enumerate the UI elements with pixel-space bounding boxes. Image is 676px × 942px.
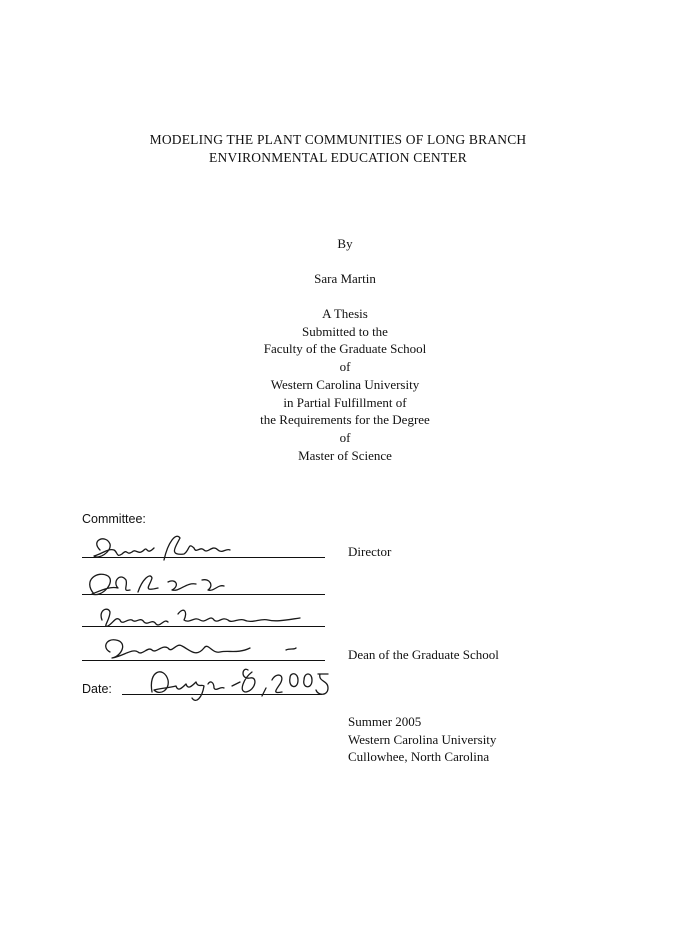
thesis-title-line-2: ENVIRONMENTAL EDUCATION CENTER <box>209 150 467 165</box>
committee-label: Committee: <box>82 512 146 526</box>
thesis-line: of <box>339 359 351 375</box>
thesis-line: Western Carolina University <box>270 376 420 392</box>
thesis-line: the Requirements for the Degree <box>260 412 430 428</box>
thesis-statement <box>0 305 676 464</box>
submission-term: Summer 2005 <box>348 714 422 729</box>
university-location: Cullowhee, North Carolina <box>348 749 490 764</box>
handwritten-signatures <box>72 520 342 720</box>
thesis-line: Submitted to the <box>302 323 388 339</box>
date-label: Date: <box>82 682 112 696</box>
signature-dean <box>106 640 296 658</box>
author-name: Sara Martin <box>314 271 376 286</box>
university-name: Western Carolina University <box>348 731 497 747</box>
thesis-line: Master of Science <box>298 447 392 463</box>
signature-member-2 <box>101 609 300 626</box>
thesis-title <box>0 131 676 167</box>
thesis-line: in Partial Fulfillment of <box>283 394 407 410</box>
handwritten-date <box>151 669 328 700</box>
thesis-line: Faculty of the Graduate School <box>263 341 427 357</box>
thesis-title-line-1: MODELING THE PLANT COMMUNITIES OF LONG BRANCH <box>149 132 527 147</box>
signature-member-1 <box>90 574 224 594</box>
submission-details <box>348 713 496 766</box>
dean-label: Dean of the Graduate School <box>348 647 499 662</box>
director-label: Director <box>348 544 392 559</box>
thesis-line: A Thesis <box>322 306 368 321</box>
thesis-line: of <box>339 429 351 445</box>
by-label: By <box>337 236 353 251</box>
signature-director <box>94 536 230 560</box>
